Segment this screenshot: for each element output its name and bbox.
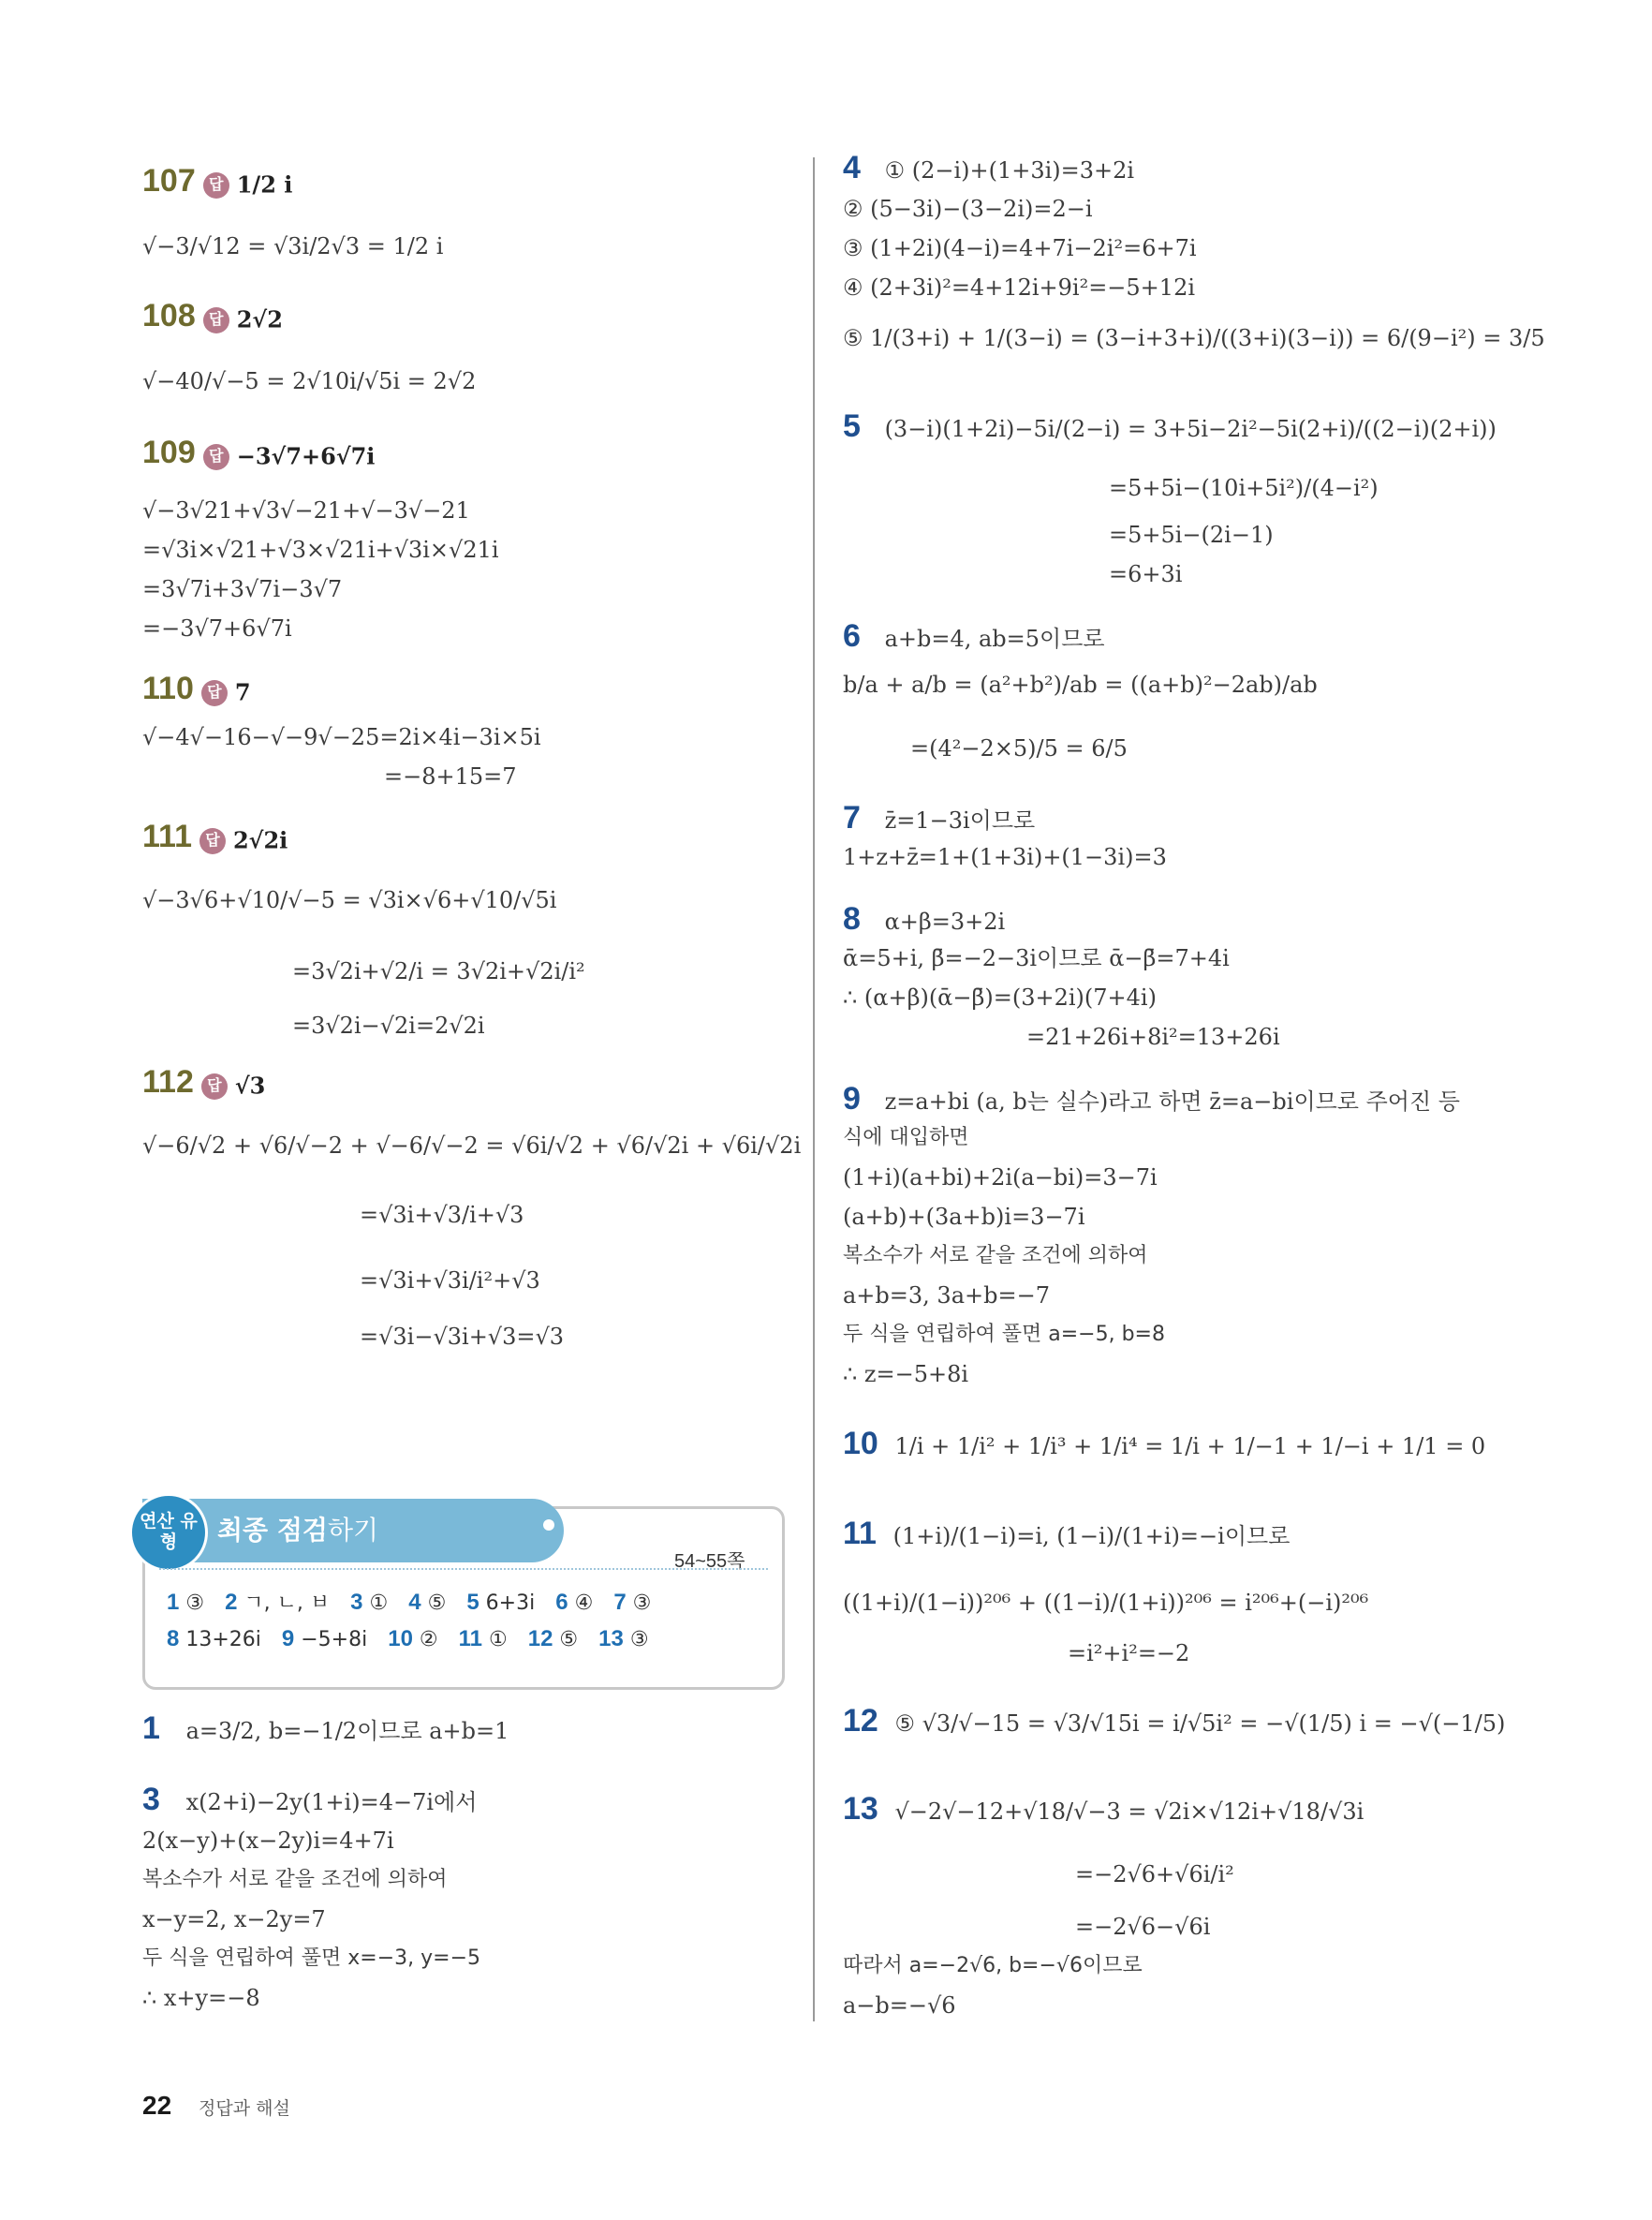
answer: 2√2 [236, 305, 283, 333]
problem-number: 110 [142, 671, 194, 706]
answer-key-value: 6+3i [479, 1591, 536, 1615]
question-4 [843, 150, 1135, 185]
answers-row-2 [167, 1626, 670, 1652]
question-6 [843, 618, 1105, 654]
solution-line: √−3√6+√10/√−5 = √3i×√6+√10/√5i [142, 887, 557, 913]
answer-key-number: 4 [408, 1590, 421, 1615]
question-3 [142, 1782, 478, 1817]
solution-line: =21+26i+8i²=13+26i [1026, 1024, 1280, 1050]
question-number: 6 [843, 618, 861, 654]
solution-line: =i²+i²=−2 [1068, 1640, 1190, 1666]
question-number: 11 [843, 1516, 877, 1551]
answer-badge: 답 [203, 444, 229, 470]
solution-line: =3√2i−√2i=2√2i [292, 1013, 485, 1039]
answer: −3√7+6√7i [236, 442, 376, 470]
answer-key-number: 5 [466, 1590, 479, 1615]
answer-key-number: 2 [225, 1590, 238, 1615]
question-9 [843, 1081, 1460, 1117]
answer-key-number: 9 [281, 1626, 295, 1651]
question-13 [843, 1791, 1364, 1827]
problem-number: 109 [142, 435, 196, 470]
answer: 2√2i [232, 826, 288, 854]
solution-line: √−3/√12 = √3i/2√3 = 1/2 i [142, 233, 444, 259]
question-number: 7 [843, 800, 861, 836]
solution-line: (3−i)(1+2i)−5i/(2−i) = 3+5i−2i²−5i(2+i)/((2−i)(2+i)) [884, 416, 1497, 442]
problem-number: 108 [142, 298, 196, 333]
dotted-divider [159, 1568, 768, 1570]
solution-line: =√3i−√3i+√3=√3 [360, 1324, 565, 1350]
answer-key-number: 13 [598, 1626, 624, 1651]
solution-line: √−4√−16−√−9√−25=2i×4i−3i×5i [142, 724, 541, 750]
solution-line: (1+i)/(1−i)=i, (1−i)/(1+i)=−i이므로 [892, 1523, 1291, 1549]
solution-line: √−6/√2 + √6/√−2 + √−6/√−2 = √6i/√2 + √6/√2i + √6i/√2i [142, 1132, 802, 1159]
answer-key-value: ③ [626, 1591, 652, 1615]
problem-107-header [142, 163, 293, 200]
answer-key-number: 12 [527, 1626, 553, 1651]
final-check-title [217, 1512, 378, 1549]
solution-line: 1+z+z̄=1+(1+3i)+(1−3i)=3 [843, 844, 1167, 870]
answer-badge: 답 [199, 828, 226, 854]
solution-line: ① (2−i)+(1+3i)=3+2i [884, 157, 1135, 184]
solution-line: 복소수가 서로 같을 조건에 의하여 [843, 1244, 1148, 1267]
solution-line: =√3i×√21+√3×√21i+√3i×√21i [142, 537, 499, 563]
column-divider [813, 157, 815, 2021]
answer-key-value: ⑤ [420, 1591, 447, 1615]
solution-line: z=a+bi (a, b는 실수)라고 하면 z̄=a−bi이므로 주어진 등 [884, 1088, 1460, 1115]
problem-108-header [142, 298, 283, 334]
answer-key-value: ④ [568, 1591, 594, 1615]
answer-key-number: 3 [350, 1590, 363, 1615]
answer-key-value: −5+8i [294, 1628, 368, 1651]
question-1 [142, 1710, 509, 1746]
solution-line: =5+5i−(10i+5i²)/(4−i²) [1109, 475, 1379, 501]
solution-line: 1/i + 1/i² + 1/i³ + 1/i⁴ = 1/i + 1/−1 + 1/−i + 1/1 = 0 [894, 1433, 1486, 1459]
question-number: 3 [142, 1782, 160, 1817]
question-5 [843, 408, 1497, 444]
question-number: 9 [843, 1081, 861, 1117]
solution-line: √−40/√−5 = 2√10i/√5i = 2√2 [142, 368, 477, 394]
solution-line: ③ (1+2i)(4−i)=4+7i−2i²=6+7i [843, 235, 1197, 261]
solution-line: 두 식을 연립하여 풀면 x=−3, y=−5 [142, 1946, 480, 1970]
page-number: 22 [142, 2091, 172, 2120]
question-number: 13 [843, 1791, 878, 1827]
solution-line: x(2+i)−2y(1+i)=4−7i에서 [185, 1789, 478, 1815]
solution-line: a=3/2, b=−1/2이므로 a+b=1 [185, 1718, 509, 1744]
solution-line: a+b=4, ab=5이므로 [884, 626, 1105, 652]
solution-line: √−3√21+√3√−21+√−3√−21 [142, 497, 470, 524]
solution-line: ⑤ 1/(3+i) + 1/(3−i) = (3−i+3+i)/((3+i)(3−i)) = 6/(9−i²) = 3/5 [843, 325, 1545, 351]
problem-number: 111 [142, 819, 192, 854]
title-bold: 최종 점검 [217, 1515, 328, 1546]
page-range: 54~55쪽 [674, 1551, 745, 1572]
answer-badge: 답 [201, 680, 228, 706]
question-12 [843, 1703, 1506, 1739]
solution-line: =−3√7+6√7i [142, 615, 292, 642]
question-number: 8 [843, 901, 861, 937]
answer-badge: 답 [203, 307, 229, 333]
solution-line: (1+i)(a+bi)+2i(a−bi)=3−7i [843, 1164, 1158, 1191]
title-rest: 하기 [327, 1515, 379, 1546]
solution-line: ② (5−3i)−(3−2i)=2−i [843, 196, 1093, 222]
problem-number: 112 [142, 1064, 194, 1100]
answer-key-number: 6 [555, 1590, 568, 1615]
question-11 [843, 1516, 1291, 1551]
solution-line: 복소수가 서로 같을 조건에 의하여 [142, 1868, 448, 1891]
solution-line: ((1+i)/(1−i))²⁰⁶ + ((1−i)/(1+i))²⁰⁶ = i²⁰⁶+(−i)²⁰⁶ [843, 1590, 1369, 1616]
problem-112-header [142, 1064, 266, 1101]
solution-line: 2(x−y)+(x−2y)i=4+7i [142, 1828, 394, 1854]
question-10 [843, 1426, 1486, 1461]
problem-109-header [142, 435, 376, 471]
answers-row-1 [167, 1587, 671, 1616]
problem-110-header [142, 671, 251, 707]
solution-line: ᾱ=5+i, β̄=−2−3i이므로 ᾱ−β̄=7+4i [843, 945, 1230, 971]
solution-line: =5+5i−(2i−1) [1109, 522, 1274, 548]
answer-key-number: 10 [388, 1626, 413, 1651]
question-number: 10 [843, 1426, 878, 1461]
solution-line: =−8+15=7 [384, 763, 517, 790]
answer-key-value: ① [362, 1591, 389, 1615]
answer-badge: 답 [201, 1073, 228, 1100]
solution-line: ⑤ √3/√−15 = √3/√15i = i/√5i² = −√(1/5) i = −√(−1/5) [894, 1710, 1506, 1737]
solution-line: =√3i+√3i/i²+√3 [360, 1267, 540, 1294]
answer: 1/2 i [236, 170, 293, 199]
solution-line: z̄=1−3i이므로 [884, 807, 1036, 834]
solution-line: =−2√6−√6i [1075, 1914, 1211, 1940]
solution-line: =6+3i [1109, 561, 1183, 587]
type-circle [129, 1493, 208, 1572]
answer-key-number: 8 [167, 1626, 180, 1651]
footer-title: 정답과 해설 [199, 2098, 290, 2119]
solution-line: 따라서 a=−2√6, b=−√6이므로 [843, 1954, 1143, 1977]
answer-key-value: ③ [623, 1628, 649, 1651]
question-number: 1 [142, 1710, 160, 1746]
question-number: 5 [843, 408, 861, 444]
solution-line: √−2√−12+√18/√−3 = √2i×√12i+√18/√3i [894, 1798, 1364, 1825]
solution-line: =√3i+√3/i+√3 [360, 1202, 524, 1228]
solution-line: =3√2i+√2/i = 3√2i+√2i/i² [292, 958, 585, 984]
solution-line: =−2√6+√6i/i² [1075, 1861, 1234, 1887]
answer-key-number: 1 [167, 1590, 180, 1615]
question-number: 4 [843, 150, 861, 185]
solution-line: (a+b)+(3a+b)i=3−7i [843, 1204, 1085, 1230]
solution-line: x−y=2, x−2y=7 [142, 1906, 326, 1932]
solution-line: ④ (2+3i)²=4+12i+9i²=−5+12i [843, 274, 1196, 301]
header-dot [543, 1519, 554, 1531]
type-label: 연산 유형 [140, 1511, 198, 1552]
solution-line: =3√7i+3√7i−3√7 [142, 576, 343, 602]
answer: 7 [234, 678, 251, 706]
answer-key-value: ㄱ, ㄴ, ㅂ [237, 1591, 331, 1615]
solution-line: ∴ (α+β)(ᾱ−β̄)=(3+2i)(7+4i) [843, 984, 1157, 1011]
question-7 [843, 800, 1036, 836]
solution-line: b/a + a/b = (a²+b²)/ab = ((a+b)²−2ab)/ab [843, 672, 1318, 698]
solution-line: ∴ z=−5+8i [843, 1361, 969, 1387]
solution-line: a−b=−√6 [843, 1992, 956, 2019]
problem-number: 107 [142, 163, 196, 199]
answer-key-number: 7 [613, 1590, 627, 1615]
problem-111-header [142, 819, 288, 855]
answer-key-number: 11 [458, 1626, 483, 1651]
answer-badge: 답 [203, 172, 229, 199]
solution-line: 식에 대입하면 [843, 1126, 969, 1149]
answer-key-value: ⑤ [553, 1628, 579, 1651]
answer-key-value: ③ [179, 1591, 205, 1615]
solution-line: 두 식을 연립하여 풀면 a=−5, b=8 [843, 1323, 1165, 1346]
question-8 [843, 901, 1006, 937]
solution-line: =(4²−2×5)/5 = 6/5 [910, 735, 1128, 762]
question-number: 12 [843, 1703, 878, 1739]
answer-key-value: 13+26i [179, 1628, 261, 1651]
solution-line: ∴ x+y=−8 [142, 1985, 260, 2011]
answer: √3 [234, 1072, 266, 1100]
answer-key-value: ① [482, 1628, 508, 1651]
solution-line: a+b=3, 3a+b=−7 [843, 1282, 1050, 1309]
answer-key-value: ② [412, 1628, 438, 1651]
solution-line: α+β=3+2i [884, 909, 1006, 935]
